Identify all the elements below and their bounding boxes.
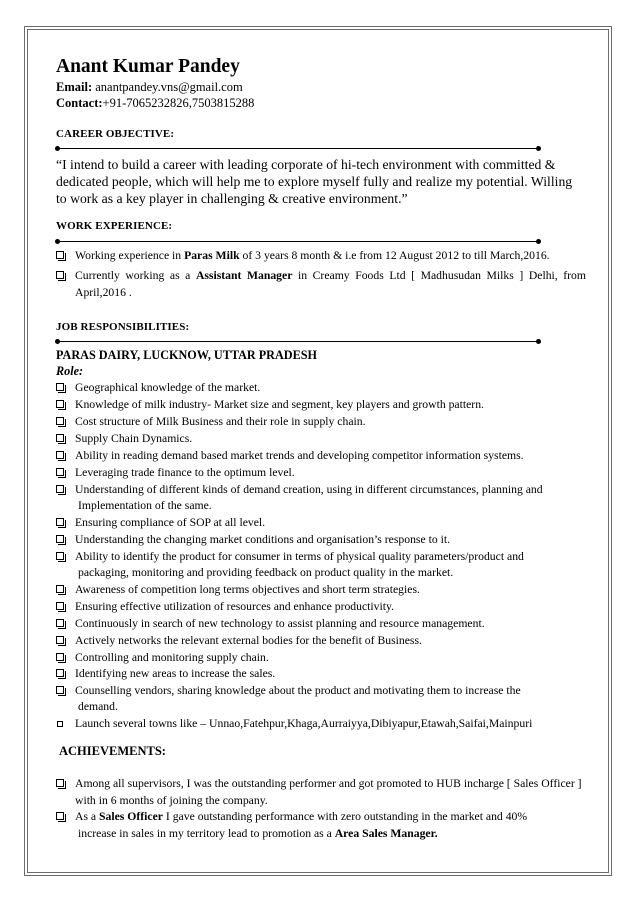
achievement-item: As a Sales Officer I gave outstanding performance with zero outstanding in the market and 40% increase in sales in my territory lead to promotion as a Area Sales Manager. [56,809,586,842]
section-divider [57,341,539,342]
responsibility-item: Awareness of competition long terms objectives and short term strategies. [56,582,586,599]
checkbox-bullet-icon [56,451,64,459]
achievement-item: Among all supervisors, I was the outstanding performer and got promoted to HUB incharge [ Sales Officer ] with in 6 months of joining the company. [56,776,586,809]
work-experience-heading: WORK EXPERIENCE: [56,220,173,232]
checkbox-bullet-icon [56,653,64,661]
responsibility-item: Launch several towns like – Unnao,Fatehpur,Khaga,Aurraiyya,Dibiyapur,Etawah,Saifai,Mainpuri [56,716,586,733]
responsibility-item: Leveraging trade finance to the optimum level. [56,465,586,482]
responsibility-item: Ensuring effective utilization of resources and enhance productivity. [56,599,586,616]
responsibility-item: Identifying new areas to increase the sales. [56,666,586,683]
responsibility-item: Cost structure of Milk Business and their role in supply chain. [56,414,586,431]
email-line [56,80,243,95]
candidate-name: Anant Kumar Pandey [56,56,240,77]
checkbox-bullet-icon [56,812,64,820]
checkbox-bullet-icon [56,585,64,593]
checkbox-bullet-icon [56,485,64,493]
section-divider [57,148,539,149]
contact-line [56,96,254,111]
responsibility-item: Knowledge of milk industry- Market size and segment, key players and growth pattern. [56,397,586,414]
email-value: anantpandey.vns@gmail.com [92,80,243,94]
checkbox-bullet-icon [56,779,64,787]
responsibility-item: Continuously in search of new technology to assist planning and resource management. [56,616,586,633]
responsibility-item: Geographical knowledge of the market. [56,380,586,397]
responsibility-item-continuation: packaging, monitoring and providing feedback on product quality in the market. [78,566,454,579]
job-responsibilities-heading: JOB RESPONSIBILITIES: [56,321,190,333]
responsibility-item: Ability in reading demand based market trends and developing competitor information systems. [56,448,586,465]
checkbox-bullet-icon [56,468,64,476]
square-bullet-icon [57,721,63,727]
career-objective-text: “I intend to build a career with leading corporate of hi-tech environment with committed & dedicated people, which will help me to explore myself fully and realize my potential. Willing to work as a key player in challenging & creative environment.” [56,157,573,206]
checkbox-bullet-icon [56,552,64,560]
responsibility-item: Ensuring compliance of SOP at all level. [56,515,586,532]
checkbox-bullet-icon [56,602,64,610]
work-experience-item: Working experience in Paras Milk of 3 years 8 month & i.e from 12 August 2012 to till March,2016. [56,248,586,265]
responsibility-item: Controlling and monitoring supply chain. [56,650,586,667]
career-objective-heading: CAREER OBJECTIVE: [56,128,175,140]
checkbox-bullet-icon [56,434,64,442]
checkbox-bullet-icon [56,383,64,391]
checkbox-bullet-icon [56,669,64,677]
responsibility-item-continuation: demand. [78,700,118,713]
responsibility-item: Understanding the changing market conditions and organisation’s response to it. [56,532,586,549]
email-label: Email: [56,80,93,94]
work-experience-item: Currently working as a Assistant Manager in Creamy Foods Ltd [ Madhusudan Milks ] Delhi, from April,2016 . [56,268,586,301]
responsibility-item: Counselling vendors, sharing knowledge about the product and motivating them to increase the [56,683,586,700]
achievements-heading: ACHIEVEMENTS: [59,744,166,758]
checkbox-bullet-icon [56,619,64,627]
responsibility-item: Ability to identify the product for consumer in terms of physical quality parameters/product and [56,549,586,566]
contact-value: +91-7065232826,7503815288 [102,96,255,110]
responsibility-item: Actively networks the relevant external bodies for the benefit of Business. [56,633,586,650]
checkbox-bullet-icon [56,636,64,644]
checkbox-bullet-icon [56,417,64,425]
checkbox-bullet-icon [56,686,64,694]
responsibility-item: Understanding of different kinds of demand creation, using in different circumstances, planning and [56,482,586,499]
checkbox-bullet-icon [56,518,64,526]
checkbox-bullet-icon [56,400,64,408]
checkbox-bullet-icon [56,535,64,543]
section-divider [57,241,539,242]
checkbox-bullet-icon [56,271,64,279]
responsibility-item: Supply Chain Dynamics. [56,431,586,448]
responsibility-item-continuation: Implementation of the same. [78,499,212,512]
company-name: PARAS DAIRY, LUCKNOW, UTTAR PRADESH [56,348,317,362]
checkbox-bullet-icon [56,251,64,259]
contact-label: Contact: [56,96,103,110]
role-label: Role: [56,364,84,378]
